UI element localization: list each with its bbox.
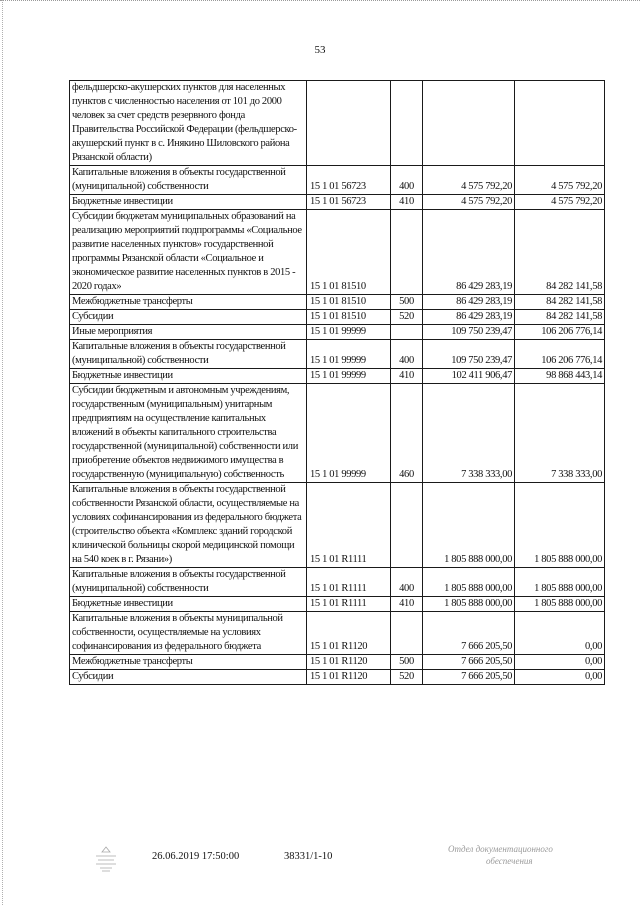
row-code-cell: 15 1 01 R1120 <box>307 612 391 655</box>
row-name-cell: фельдшерско-акушерских пунктов для населенных пунктов с численностью населения от 101 до 2000 человек за счет средств резервного фонда Правительства Российской Федерации (фельдшерско-акушерский пункт в с. Инякино Шиловского района Рязанской области) <box>70 81 307 166</box>
row-code-cell: 15 1 01 R1111 <box>307 597 391 612</box>
left-border <box>2 0 4 905</box>
page-number: 53 <box>314 44 326 56</box>
row-code-cell: 15 1 01 56723 <box>307 166 391 195</box>
row-code-cell: 15 1 01 99999 <box>307 325 391 340</box>
row-code-cell: 15 1 01 81510 <box>307 210 391 295</box>
row-sum-2021-cell <box>515 81 605 166</box>
row-vid-cell: 520 <box>391 310 423 325</box>
row-sum-2020-cell: 7 666 205,50 <box>423 612 515 655</box>
row-code-cell: 15 1 01 R1111 <box>307 568 391 597</box>
row-sum-2021-cell: 4 575 792,20 <box>515 195 605 210</box>
row-code-cell: 15 1 01 R1120 <box>307 670 391 685</box>
row-name-cell: Субсидии бюджетным и автономным учреждениям, государственным (муниципальным) унитарным предприятиям на осуществление капитальных вложений в объекты капитального строительства государственной (муниципальной) собственности или приобретение объектов недвижимого имущества в государственную (муниципальную) собственность <box>70 384 307 483</box>
row-vid-cell: 400 <box>391 340 423 369</box>
table-row <box>70 210 605 295</box>
row-vid-cell <box>391 483 423 568</box>
footer-stamp-line1: Отдел документационного <box>448 844 553 854</box>
row-code-cell: 15 1 01 56723 <box>307 195 391 210</box>
row-vid-cell: 500 <box>391 295 423 310</box>
table-row <box>70 384 605 483</box>
row-name-cell: Бюджетные инвестиции <box>70 369 307 384</box>
row-name-cell: Капитальные вложения в объекты государственной (муниципальной) собственности <box>70 568 307 597</box>
row-name-cell: Субсидии <box>70 670 307 685</box>
row-sum-2021-cell: 1 805 888 000,00 <box>515 483 605 568</box>
seal-icon <box>90 844 122 874</box>
row-sum-2020-cell: 86 429 283,19 <box>423 310 515 325</box>
table-row <box>70 612 605 655</box>
row-code-cell: 15 1 01 99999 <box>307 369 391 384</box>
row-sum-2021-cell: 0,00 <box>515 655 605 670</box>
row-sum-2020-cell: 109 750 239,47 <box>423 340 515 369</box>
row-sum-2021-cell: 106 206 776,14 <box>515 340 605 369</box>
row-code-cell: 15 1 01 99999 <box>307 384 391 483</box>
row-sum-2021-cell: 84 282 141,58 <box>515 210 605 295</box>
budget-table <box>69 80 605 685</box>
row-name-cell: Субсидии <box>70 310 307 325</box>
row-sum-2020-cell: 86 429 283,19 <box>423 210 515 295</box>
row-name-cell: Межбюджетные трансферты <box>70 655 307 670</box>
row-vid-cell: 410 <box>391 597 423 612</box>
table-row <box>70 369 605 384</box>
row-name-cell: Бюджетные инвестиции <box>70 597 307 612</box>
row-vid-cell: 520 <box>391 670 423 685</box>
row-sum-2021-cell: 98 868 443,14 <box>515 369 605 384</box>
table-row <box>70 81 605 166</box>
table-row <box>70 195 605 210</box>
footer-datetime: 26.06.2019 17:50:00 <box>152 851 240 862</box>
row-vid-cell <box>391 81 423 166</box>
row-code-cell: 15 1 01 99999 <box>307 340 391 369</box>
footer-document-id: 38331/1-10 <box>284 851 333 862</box>
row-sum-2021-cell: 7 338 333,00 <box>515 384 605 483</box>
row-vid-cell: 500 <box>391 655 423 670</box>
row-vid-cell: 460 <box>391 384 423 483</box>
row-vid-cell <box>391 210 423 295</box>
row-sum-2020-cell: 4 575 792,20 <box>423 195 515 210</box>
table-row <box>70 340 605 369</box>
table-row <box>70 295 605 310</box>
row-sum-2020-cell: 86 429 283,19 <box>423 295 515 310</box>
row-sum-2021-cell: 84 282 141,58 <box>515 310 605 325</box>
row-sum-2020-cell: 1 805 888 000,00 <box>423 597 515 612</box>
row-sum-2020-cell <box>423 81 515 166</box>
table-row <box>70 483 605 568</box>
row-name-cell: Субсидии бюджетам муниципальных образований на реализацию мероприятий подпрограммы «Социальное развитие населенных пунктов» государственной программы Рязанской области «Социальное и экономическое развитие населенных пунктов в 2015 - 2020 годах» <box>70 210 307 295</box>
row-name-cell: Капитальные вложения в объекты государственной (муниципальной) собственности <box>70 166 307 195</box>
row-sum-2020-cell: 102 411 906,47 <box>423 369 515 384</box>
row-name-cell: Капитальные вложения в объекты государственной (муниципальной) собственности <box>70 340 307 369</box>
footer-stamp-line2: обеспечения <box>486 856 533 866</box>
row-name-cell: Капитальные вложения в объекты муниципальной собственности, осуществляемые на условиях софинансирования из федерального бюджета <box>70 612 307 655</box>
row-vid-cell <box>391 325 423 340</box>
row-code-cell: 15 1 01 81510 <box>307 295 391 310</box>
row-code-cell: 15 1 01 R1111 <box>307 483 391 568</box>
table-row <box>70 597 605 612</box>
row-sum-2020-cell: 1 805 888 000,00 <box>423 483 515 568</box>
table-row <box>70 568 605 597</box>
row-sum-2021-cell: 84 282 141,58 <box>515 295 605 310</box>
row-sum-2020-cell: 7 666 205,50 <box>423 655 515 670</box>
footer-stamp <box>448 843 608 867</box>
row-code-cell: 15 1 01 81510 <box>307 310 391 325</box>
row-sum-2021-cell: 0,00 <box>515 612 605 655</box>
row-name-cell: Капитальные вложения в объекты государственной собственности Рязанской области, осуществляемые на условиях софинансирования из федерального бюджета (строительство объекта «Комплекс зданий городской клинической больницы скорой медицинской помощи на 540 коек в г. Рязани») <box>70 483 307 568</box>
row-name-cell: Иные мероприятия <box>70 325 307 340</box>
row-sum-2020-cell: 109 750 239,47 <box>423 325 515 340</box>
row-sum-2020-cell: 7 338 333,00 <box>423 384 515 483</box>
table-row <box>70 655 605 670</box>
table-row <box>70 670 605 685</box>
table-row <box>70 325 605 340</box>
row-vid-cell: 400 <box>391 166 423 195</box>
row-name-cell: Межбюджетные трансферты <box>70 295 307 310</box>
table-row <box>70 310 605 325</box>
row-sum-2020-cell: 7 666 205,50 <box>423 670 515 685</box>
top-border <box>0 0 640 5</box>
row-sum-2020-cell: 1 805 888 000,00 <box>423 568 515 597</box>
row-sum-2021-cell: 1 805 888 000,00 <box>515 568 605 597</box>
row-sum-2021-cell: 106 206 776,14 <box>515 325 605 340</box>
row-name-cell: Бюджетные инвестиции <box>70 195 307 210</box>
row-vid-cell: 410 <box>391 195 423 210</box>
table-row <box>70 166 605 195</box>
row-sum-2021-cell: 4 575 792,20 <box>515 166 605 195</box>
row-vid-cell: 400 <box>391 568 423 597</box>
row-code-cell <box>307 81 391 166</box>
row-vid-cell: 410 <box>391 369 423 384</box>
row-sum-2020-cell: 4 575 792,20 <box>423 166 515 195</box>
row-sum-2021-cell: 0,00 <box>515 670 605 685</box>
budget-table-body <box>70 81 605 685</box>
row-vid-cell <box>391 612 423 655</box>
row-sum-2021-cell: 1 805 888 000,00 <box>515 597 605 612</box>
row-code-cell: 15 1 01 R1120 <box>307 655 391 670</box>
